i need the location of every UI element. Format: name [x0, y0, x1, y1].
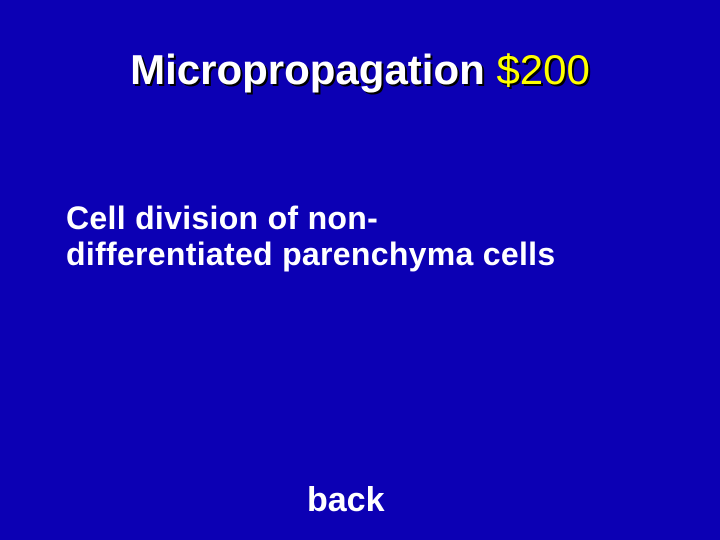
- category-name: Micropropagation: [130, 46, 485, 93]
- answer-line-1: Cell division of non-: [66, 200, 379, 236]
- slide-title: [0, 44, 720, 96]
- answer-text: [66, 200, 706, 272]
- point-value: $200: [496, 46, 590, 93]
- back-link[interactable]: back: [307, 481, 385, 519]
- answer-line-2: differentiated parenchyma cells: [66, 236, 556, 272]
